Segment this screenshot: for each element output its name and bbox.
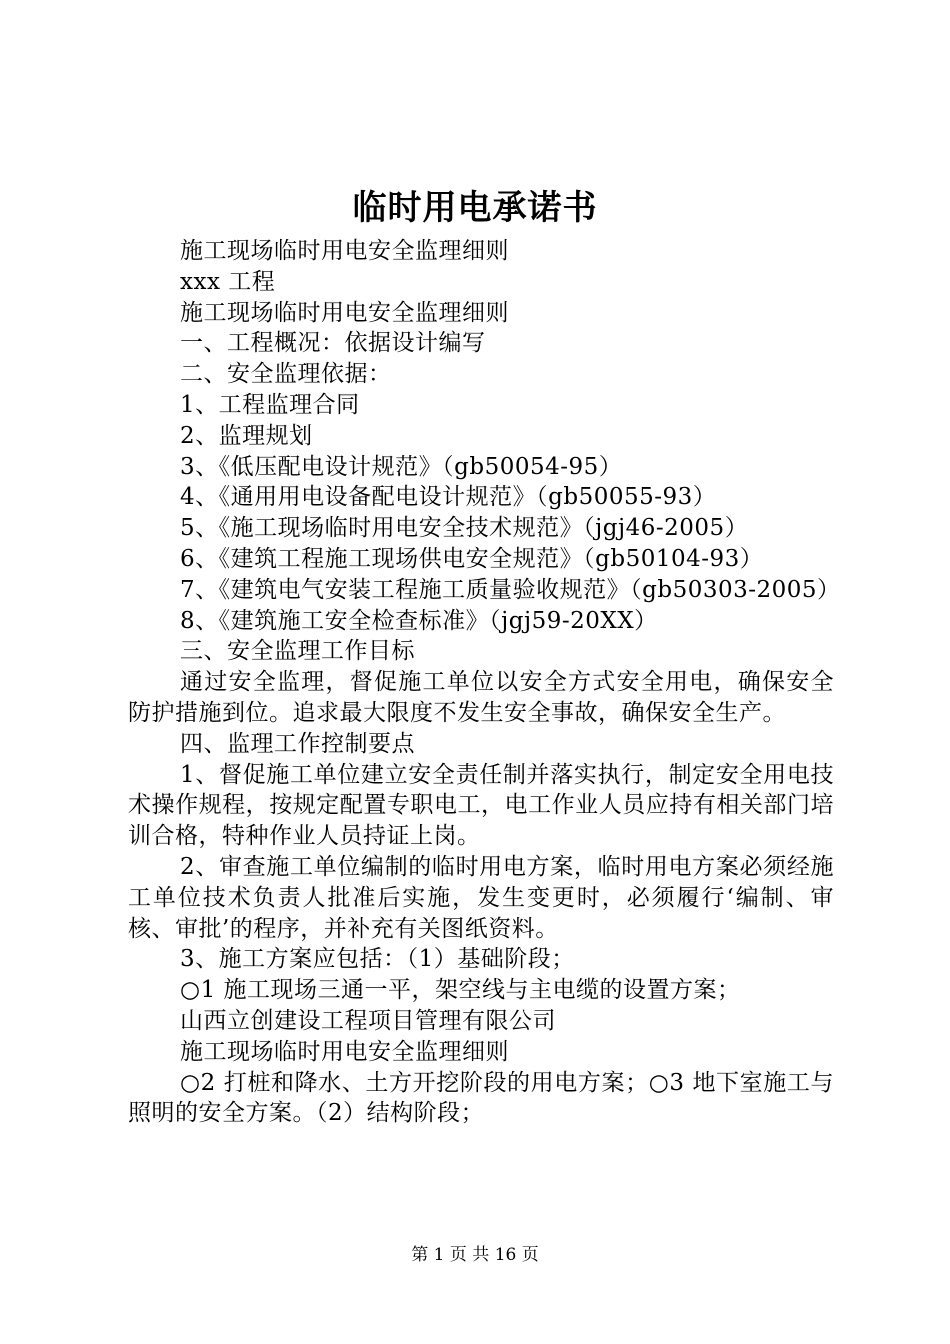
page-number-footer: 第 1 页 共 16 页 [411,1245,539,1265]
text-line: 施工现场临时用电安全监理细则 [180,299,509,326]
text-line: ○1 施工现场三通一平，架空线与主电缆的设置方案； [180,977,741,1004]
list-item: 3、《低压配电设计规范》（gb50054-95） [180,453,623,480]
list-item: 6、《建筑工程施工现场供电安全规范》（gb50104-93） [180,545,764,572]
list-item: 4、《通用用电设备配电设计规范》（gb50055-93） [180,484,717,511]
section-heading: 二、安全监理依据： [180,361,392,388]
list-item: 1、工程监理合同 [180,391,360,418]
section-heading: 一、工程概况：依据设计编写 [180,330,486,357]
section-heading: 四、监理工作控制要点 [180,730,415,757]
text-line: xxx 工程 [180,268,276,295]
document-title: 临时用电承诺书 [352,188,598,228]
text-line: 施工现场临时用电安全监理细则 [180,1038,509,1065]
paragraph: 2、审查施工单位编制的临时用电方案，临时用电方案必须经施工单位技术负责人批准后实施，发生变更时，必须履行‘编制、审核、审批’的程序，并补充有关图纸资料。 [128,853,834,942]
document-body [128,236,841,1129]
list-item: 5、《施工现场临时用电安全技术规范》（jgj46-2005） [180,515,749,542]
list-item: 7、《建筑电气安装工程施工质量验收规范》（gb50303-2005） [180,576,841,603]
company-name: 山西立创建设工程项目管理有限公司 [180,1007,556,1034]
text-line: 3、施工方案应包括：（1）基础阶段； [180,946,575,973]
paragraph: 通过安全监理，督促施工单位以安全方式安全用电，确保安全防护措施到位。追求最大限度不发生安全事故，确保安全生产。 [128,669,834,726]
section-heading: 三、安全监理工作目标 [180,638,415,665]
paragraph: 1、督促施工单位建立安全责任制并落实执行，制定安全用电技术操作规程，按规定配置专职电工，电工作业人员应持有相关部门培训合格，特种作业人员持证上岗。 [128,761,834,850]
list-item: 8、《建筑施工安全检查标准》（jgj59-20XX） [180,607,658,634]
list-item: 2、监理规划 [180,422,313,449]
paragraph: ○2 打桩和降水、土方开挖阶段的用电方案；○3 地下室施工与照明的安全方案。（2）结构阶段； [128,1069,834,1127]
text-line: 施工现场临时用电安全监理细则 [180,238,509,264]
